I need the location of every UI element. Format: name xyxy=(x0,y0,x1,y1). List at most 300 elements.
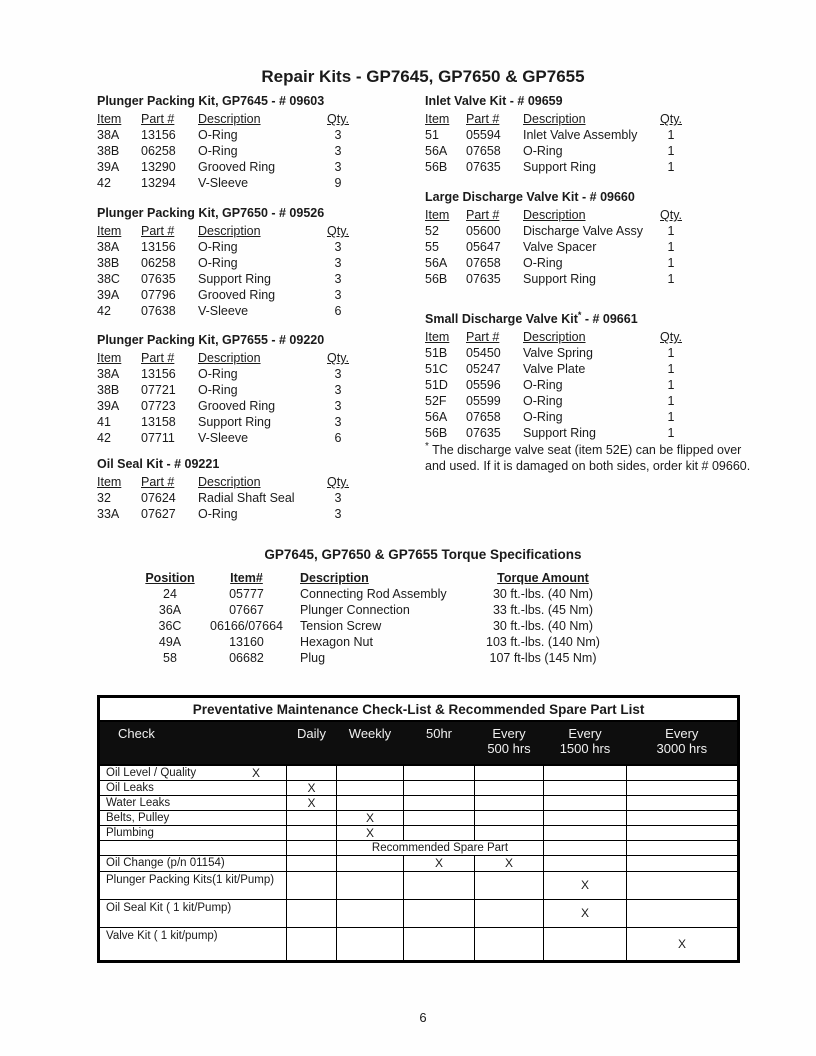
description-cell: Discharge Valve Assy xyxy=(523,224,643,238)
torque-row xyxy=(130,602,608,618)
check-label-cell xyxy=(99,781,287,796)
mark-cell-3000hrs xyxy=(627,900,739,928)
check-label: Plumbing xyxy=(106,826,154,839)
col-header-description: Description xyxy=(523,112,586,126)
kit-title-asterisk: * xyxy=(577,310,582,320)
maintenance-checklist-table xyxy=(97,695,740,963)
description-cell: Hexagon Nut xyxy=(300,635,373,649)
mark-cell-weekly xyxy=(337,765,404,781)
checklist-row xyxy=(99,900,739,928)
header-line: Every xyxy=(665,726,699,741)
mark-cell-500hrs xyxy=(475,796,544,811)
qty-cell: 1 xyxy=(667,378,675,393)
item-cell: 51C xyxy=(425,362,448,377)
qty-cell: 3 xyxy=(334,288,342,302)
kit-row xyxy=(97,255,358,271)
col-header-part: Part # xyxy=(141,475,175,489)
itemno-cell: 06682 xyxy=(229,651,264,665)
description-cell: O-Ring xyxy=(523,256,563,270)
qty-cell: 1 xyxy=(667,224,675,238)
qty-cell: 1 xyxy=(667,346,675,361)
itemno-cell: 13160 xyxy=(229,635,264,649)
description-cell: Inlet Valve Assembly xyxy=(523,128,638,142)
mark-cell-daily xyxy=(287,856,337,872)
kit-table xyxy=(425,329,691,441)
kit-row xyxy=(97,506,358,522)
item-cell: 55 xyxy=(425,240,439,254)
qty-cell: 1 xyxy=(667,272,675,286)
description-cell: V-Sleeve xyxy=(198,176,249,190)
description-cell: O-Ring xyxy=(198,367,238,381)
qty-cell: 3 xyxy=(334,383,342,397)
mark-cell-weekly xyxy=(337,781,404,796)
kit-plunger-packing-gp7655 xyxy=(97,333,358,446)
part-cell: 07658 xyxy=(466,144,501,158)
checklist-row xyxy=(99,781,739,796)
mark-cell-50hr: X xyxy=(404,856,475,872)
mark-cell-daily xyxy=(287,765,337,781)
check-label-cell xyxy=(99,856,287,872)
mark-cell-1500hrs xyxy=(544,856,627,872)
qty-cell: 3 xyxy=(334,491,342,505)
kit-row xyxy=(97,159,358,175)
mark-cell-1500hrs: X xyxy=(544,900,627,928)
item-cell: 39A xyxy=(97,288,120,302)
col-header-item: Item xyxy=(97,224,122,238)
mark-cell-3000hrs xyxy=(627,872,739,900)
torque-table xyxy=(130,570,608,666)
part-cell: 07627 xyxy=(141,507,176,521)
kit-title-text: Small Discharge Valve Kit xyxy=(425,312,578,327)
mark-cell-3000hrs xyxy=(627,856,739,872)
mark-cell-50hr xyxy=(404,928,475,962)
header-line: Every xyxy=(568,726,602,741)
empty-cell xyxy=(627,841,739,856)
item-cell: 52 xyxy=(425,224,439,238)
part-cell: 13290 xyxy=(141,160,176,174)
check-label: Valve Kit ( 1 kit/pump) xyxy=(106,930,218,942)
position-cell: 36A xyxy=(158,603,182,617)
footnote-asterisk: * xyxy=(425,441,429,452)
qty-cell: 3 xyxy=(334,240,342,254)
mark-cell-daily xyxy=(287,928,337,962)
part-cell: 05647 xyxy=(466,240,501,254)
qty-cell: 3 xyxy=(334,272,342,286)
maintenance-title: Preventative Maintenance Check-List & Recommended Spare Part List xyxy=(99,697,739,722)
part-cell: 05596 xyxy=(466,378,501,393)
spare-part-banner-row xyxy=(99,841,739,856)
kit-title: Plunger Packing Kit, GP7650 - # 09526 xyxy=(97,206,325,220)
item-cell: 56B xyxy=(425,160,448,174)
torque-row xyxy=(130,618,608,634)
description-cell: O-Ring xyxy=(198,128,238,142)
header-line: 3000 hrs xyxy=(656,741,708,756)
item-cell: 56B xyxy=(425,272,448,286)
position-cell: 49A xyxy=(158,635,182,649)
item-cell: 39A xyxy=(97,399,120,413)
torque-amount-cell: 103 ft.-lbs. (140 Nm) xyxy=(486,635,600,649)
mark-cell-daily: X xyxy=(287,796,337,811)
torque-amount-cell: 30 ft.-lbs. (40 Nm) xyxy=(492,619,594,633)
col-header-part: Part # xyxy=(466,208,500,222)
footnote-line2: and used. If it is damaged on both sides, order kit # 09660. xyxy=(425,459,751,474)
kit-row xyxy=(425,393,691,409)
part-cell: 06258 xyxy=(141,256,176,270)
description-cell: O-Ring xyxy=(523,144,563,158)
col-header-qty: Qty. xyxy=(327,351,349,365)
part-cell: 06258 xyxy=(141,144,176,158)
kit-table xyxy=(425,207,691,287)
check-label-cell xyxy=(99,811,287,826)
description-cell: Support Ring xyxy=(198,272,271,286)
header-line: 1500 hrs xyxy=(559,741,611,756)
mark-cell-daily xyxy=(287,900,337,928)
col-header-qty: Qty. xyxy=(327,112,349,126)
mark-cell-500hrs xyxy=(475,928,544,962)
description-cell: Grooved Ring xyxy=(198,288,276,302)
kit-header-row xyxy=(97,474,358,490)
check-label-cell xyxy=(99,796,287,811)
position-cell: 24 xyxy=(163,587,177,601)
kit-row xyxy=(425,223,691,239)
item-cell: 38A xyxy=(97,240,120,254)
description-cell: Tension Screw xyxy=(300,619,382,633)
qty-cell: 1 xyxy=(667,128,675,142)
kit-row xyxy=(97,271,358,287)
col-header-description: Description xyxy=(198,351,261,365)
description-cell: O-Ring xyxy=(523,394,563,409)
qty-cell: 1 xyxy=(667,426,675,441)
item-cell: 42 xyxy=(97,176,111,190)
part-cell: 07635 xyxy=(141,272,176,286)
col-header-item: Item xyxy=(425,330,450,345)
col-header-every-500hrs xyxy=(475,721,544,765)
check-label-cell xyxy=(99,872,287,900)
checklist-row xyxy=(99,796,739,811)
col-header-qty: Qty. xyxy=(660,330,682,345)
item-cell: 51 xyxy=(425,128,439,142)
kit-row xyxy=(97,430,358,446)
mark-cell-1500hrs xyxy=(544,781,627,796)
kit-table xyxy=(97,350,358,446)
col-header-torque-amount: Torque Amount xyxy=(497,571,589,585)
mark-cell-500hrs xyxy=(475,765,544,781)
mark-cell-500hrs xyxy=(475,900,544,928)
qty-cell: 1 xyxy=(667,144,675,158)
description-cell: Support Ring xyxy=(523,160,596,174)
qty-cell: 3 xyxy=(334,507,342,521)
checklist-row xyxy=(99,826,739,841)
col-header-item: Item xyxy=(97,475,122,489)
item-cell: 42 xyxy=(97,431,111,445)
kit-row xyxy=(97,382,358,398)
kit-header-row xyxy=(97,223,358,239)
torque-row xyxy=(130,634,608,650)
kit-table xyxy=(97,223,358,319)
col-header-part: Part # xyxy=(141,224,175,238)
header-line: Every xyxy=(492,726,526,741)
header-line: 500 hrs xyxy=(487,741,531,756)
kit-row xyxy=(97,490,358,506)
qty-cell: 1 xyxy=(667,256,675,270)
description-cell: Grooved Ring xyxy=(198,160,276,174)
kit-title-number: - # 09661 xyxy=(581,312,638,327)
qty-cell: 9 xyxy=(334,176,342,190)
kit-title: Inlet Valve Kit - # 09659 xyxy=(425,94,563,108)
item-cell: 51B xyxy=(425,346,448,361)
item-cell: 33A xyxy=(97,507,120,521)
mark-cell-3000hrs xyxy=(627,811,739,826)
mark-cell-weekly xyxy=(337,928,404,962)
item-cell: 38A xyxy=(97,367,120,381)
col-header-description: Description xyxy=(198,224,261,238)
kit-row xyxy=(425,377,691,393)
mark-cell-1500hrs xyxy=(544,811,627,826)
mark-cell-3000hrs: X xyxy=(627,928,739,962)
kit-row xyxy=(425,345,691,361)
item-cell: 51D xyxy=(425,378,448,393)
kit-title xyxy=(425,308,691,326)
col-header-part: Part # xyxy=(141,351,175,365)
mark-cell-50hr xyxy=(404,900,475,928)
checklist-row xyxy=(99,872,739,900)
maintenance-header-row xyxy=(99,721,739,765)
qty-cell: 1 xyxy=(667,410,675,425)
kit-row xyxy=(97,143,358,159)
kit-oil-seal xyxy=(97,457,358,522)
description-cell: O-Ring xyxy=(523,378,563,393)
checklist-row xyxy=(99,765,739,781)
torque-row xyxy=(130,650,608,666)
part-cell: 13294 xyxy=(141,176,176,190)
check-label: Water Leaks xyxy=(106,796,171,809)
check-label-cell xyxy=(99,765,287,781)
kit-row xyxy=(97,303,358,319)
col-header-position: Position xyxy=(145,571,195,585)
recommended-spare-part-label: Recommended Spare Part xyxy=(337,841,544,856)
discharge-valve-footnote xyxy=(425,439,795,474)
kit-title: Large Discharge Valve Kit - # 09660 xyxy=(425,190,635,204)
qty-cell: 1 xyxy=(667,394,675,409)
item-cell: 56A xyxy=(425,410,448,425)
mark-cell-3000hrs xyxy=(627,765,739,781)
kit-plunger-packing-gp7650 xyxy=(97,206,358,319)
maintenance-title-row xyxy=(99,697,739,722)
torque-section-title: GP7645, GP7650 & GP7655 Torque Specifications xyxy=(264,547,582,562)
col-header-part: Part # xyxy=(466,330,500,345)
mark-cell-1500hrs xyxy=(544,765,627,781)
part-cell: 07638 xyxy=(141,304,176,318)
col-header-every-3000hrs xyxy=(627,721,739,765)
check-label: Oil Change (p/n 01154) xyxy=(106,857,225,869)
kit-header-row xyxy=(425,207,691,223)
mark-cell-1500hrs xyxy=(544,796,627,811)
description-cell: Support Ring xyxy=(523,272,596,286)
mark-cell-50hr xyxy=(404,781,475,796)
mark-cell-weekly xyxy=(337,796,404,811)
position-cell: 58 xyxy=(163,651,177,665)
torque-header-row xyxy=(130,570,608,586)
kit-row xyxy=(425,361,691,377)
check-label-cell xyxy=(99,900,287,928)
kit-row xyxy=(425,239,691,255)
kit-header-row xyxy=(97,111,358,127)
part-cell: 05600 xyxy=(466,224,501,238)
mark-cell-50hr xyxy=(404,826,475,841)
mark-cell-1500hrs xyxy=(544,826,627,841)
empty-cell xyxy=(287,841,337,856)
mark-cell-3000hrs xyxy=(627,796,739,811)
qty-cell: 1 xyxy=(667,362,675,377)
part-cell: 07723 xyxy=(141,399,176,413)
description-cell: Plug xyxy=(300,651,326,665)
item-cell: 42 xyxy=(97,304,111,318)
col-header-item: Item xyxy=(425,112,450,126)
mark-cell-daily xyxy=(287,872,337,900)
part-cell: 13156 xyxy=(141,367,176,381)
kit-row xyxy=(425,159,691,175)
description-cell: Radial Shaft Seal xyxy=(198,491,295,505)
kit-row xyxy=(97,239,358,255)
col-header-qty: Qty. xyxy=(327,475,349,489)
mark-cell-50hr xyxy=(404,765,475,781)
col-header-description: Description xyxy=(523,330,586,345)
kit-row xyxy=(97,287,358,303)
mark-cell-500hrs xyxy=(475,781,544,796)
mark-cell-weekly: X xyxy=(337,811,404,826)
itemno-cell: 05777 xyxy=(229,587,264,601)
kit-table xyxy=(97,111,358,191)
mark-cell-3000hrs xyxy=(627,826,739,841)
col-header-part: Part # xyxy=(141,112,175,126)
kit-row xyxy=(425,127,691,143)
itemno-cell: 06166/07664 xyxy=(210,619,283,633)
mark-cell-50hr xyxy=(404,796,475,811)
col-header-weekly: Weekly xyxy=(337,721,404,765)
check-label-cell xyxy=(99,826,287,841)
mark-cell-3000hrs xyxy=(627,781,739,796)
description-cell: Valve Plate xyxy=(523,362,586,377)
item-cell: 38C xyxy=(97,272,120,286)
mark-cell-500hrs xyxy=(475,872,544,900)
description-cell: Connecting Rod Assembly xyxy=(300,587,447,601)
kit-header-row xyxy=(425,111,691,127)
part-cell: 07635 xyxy=(466,160,501,174)
part-cell: 07658 xyxy=(466,410,501,425)
page-title: Repair Kits - GP7645, GP7650 & GP7655 xyxy=(261,67,585,86)
description-cell: Support Ring xyxy=(523,426,596,441)
check-label: Oil Seal Kit ( 1 kit/Pump) xyxy=(106,902,232,914)
mark-cell-500hrs xyxy=(475,811,544,826)
part-cell: 13156 xyxy=(141,240,176,254)
col-header-description: Description xyxy=(198,475,261,489)
part-cell: 07635 xyxy=(466,426,501,441)
col-header-check: Check xyxy=(99,721,287,765)
kit-row xyxy=(425,409,691,425)
mark-cell-daily xyxy=(287,826,337,841)
description-cell: Valve Spacer xyxy=(523,240,597,254)
mark-cell-daily: X xyxy=(287,781,337,796)
torque-row xyxy=(130,586,608,602)
col-header-every-1500hrs xyxy=(544,721,627,765)
mark-cell-50hr xyxy=(404,811,475,826)
kit-title: Oil Seal Kit - # 09221 xyxy=(97,457,220,471)
check-label-cell xyxy=(99,928,287,962)
col-header-item: Item xyxy=(97,351,122,365)
kit-table xyxy=(97,474,358,522)
mark-cell-1500hrs xyxy=(544,928,627,962)
torque-amount-cell: 30 ft.-lbs. (40 Nm) xyxy=(492,587,594,601)
description-cell: Plunger Connection xyxy=(300,603,410,617)
col-header-qty: Qty. xyxy=(327,224,349,238)
check-label: Oil Leaks xyxy=(106,781,154,794)
mark-cell-weekly xyxy=(337,872,404,900)
item-cell: 38B xyxy=(97,256,120,270)
kit-row xyxy=(425,255,691,271)
kit-title: Plunger Packing Kit, GP7655 - # 09220 xyxy=(97,333,325,347)
part-cell: 13158 xyxy=(141,415,176,429)
mark-cell-weekly xyxy=(337,900,404,928)
description-cell: O-Ring xyxy=(198,256,238,270)
col-header-item: Item xyxy=(425,208,450,222)
part-cell: 05247 xyxy=(466,362,501,377)
item-cell: 38B xyxy=(97,144,120,158)
item-cell: 52F xyxy=(425,394,447,409)
mark-cell-weekly: X xyxy=(337,826,404,841)
item-cell: 41 xyxy=(97,415,111,429)
kit-row xyxy=(97,414,358,430)
item-cell: 38B xyxy=(97,383,120,397)
col-header-part: Part # xyxy=(466,112,500,126)
qty-cell: 6 xyxy=(334,431,342,445)
col-header-description: Description xyxy=(198,112,261,126)
qty-cell: 3 xyxy=(334,367,342,381)
kit-row xyxy=(97,127,358,143)
col-header-item: Item xyxy=(97,112,122,126)
item-cell: 32 xyxy=(97,491,111,505)
item-cell: 38A xyxy=(97,128,120,142)
mark-cell-500hrs: X xyxy=(475,856,544,872)
footnote-line1: The discharge valve seat (item 52E) can be flipped over xyxy=(428,443,742,458)
qty-cell: 3 xyxy=(334,256,342,270)
mark-cell-1500hrs: X xyxy=(544,872,627,900)
kit-row xyxy=(425,271,691,287)
col-header-qty: Qty. xyxy=(660,112,682,126)
mark-cell-weekly xyxy=(337,856,404,872)
item-cell: 39A xyxy=(97,160,120,174)
torque-amount-cell: 33 ft.-lbs. (45 Nm) xyxy=(492,603,594,617)
checklist-row xyxy=(99,811,739,826)
check-label: Oil Level / Quality xyxy=(106,766,197,779)
kit-row xyxy=(97,398,358,414)
page-number: 6 xyxy=(419,1010,427,1025)
mark-cell-daily xyxy=(287,811,337,826)
qty-cell: 3 xyxy=(334,128,342,142)
kit-plunger-packing-gp7645 xyxy=(97,94,358,191)
col-header-description: Description xyxy=(523,208,586,222)
item-cell: 56A xyxy=(425,256,448,270)
part-cell: 07635 xyxy=(466,272,501,286)
qty-cell: 1 xyxy=(667,240,675,254)
kit-row xyxy=(425,143,691,159)
kit-row xyxy=(97,175,358,191)
torque-amount-cell: 107 ft-lbs (145 Nm) xyxy=(489,651,597,665)
kit-row xyxy=(97,366,358,382)
check-mark: X xyxy=(252,766,261,780)
col-header-daily: Daily xyxy=(287,721,337,765)
col-header-qty: Qty. xyxy=(660,208,682,222)
description-cell: O-Ring xyxy=(198,383,238,397)
